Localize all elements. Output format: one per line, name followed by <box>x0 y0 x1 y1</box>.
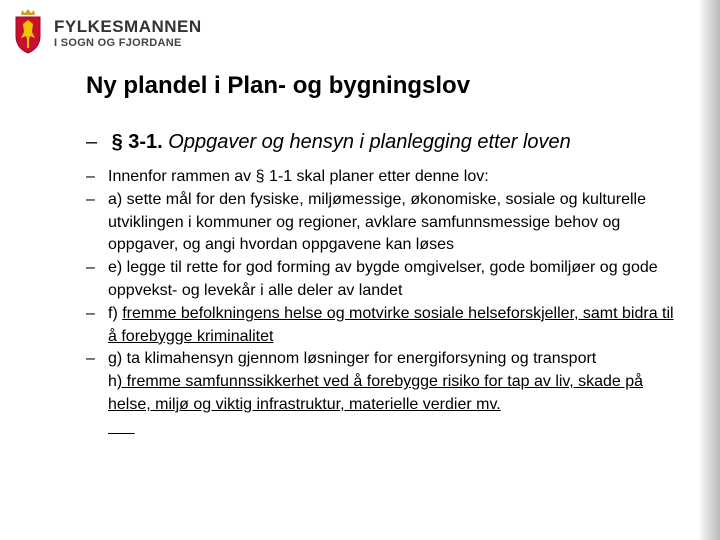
list-item-e: – e) legge til rette for god forming av bygde omgivelser, gode bomiljøer og gode oppvekst- og levekår i alle deler av landet <box>86 257 676 303</box>
slide-title: Ny plandel i Plan- og bygningslov <box>86 72 471 99</box>
section-title: Oppgaver og hensyn i planlegging etter loven <box>168 131 571 153</box>
list-item-f <box>86 303 676 349</box>
item-g-text: g) ta klimahensyn gjennom løsninger for energiforsyning og transport <box>108 350 597 368</box>
coat-of-arms-icon <box>12 8 44 54</box>
section-heading <box>86 131 571 154</box>
org-name: FYLKESMANNEN <box>54 17 202 36</box>
list-item-a: – a) sette mål for den fysiske, miljømessige, økonomiske, sosiale og kulturelle utviklingen i kommuner og regioner, avklare samfunnsmessige behov og oppgaver, og angi hvordan oppgavene kan løses <box>86 189 676 257</box>
section-number: § 3-1. <box>111 131 163 153</box>
item-f-text: fremme befolkningens helse og motvirke sosiale helseforskjeller, samt bidra til å forebygge kriminalitet <box>108 304 674 345</box>
item-h-label: h <box>108 373 117 391</box>
header-logo <box>12 8 202 58</box>
item-f-label: f) <box>108 304 118 322</box>
org-region: I SOGN OG FJORDANE <box>54 37 182 49</box>
trailing-underline <box>108 419 135 436</box>
section-dash: – <box>86 131 98 153</box>
list-item-g <box>86 348 676 439</box>
decorative-sidebar <box>698 0 720 540</box>
bullet-list <box>86 166 676 440</box>
list-item-intro: – Innenfor rammen av § 1-1 skal planer etter denne lov: <box>86 166 676 189</box>
item-h-text: ) fremme samfunnssikkerhet ved å forebygge risiko for tap av liv, skade på helse, miljø og viktig infrastruktur, materielle verdier mv. <box>108 373 644 413</box>
